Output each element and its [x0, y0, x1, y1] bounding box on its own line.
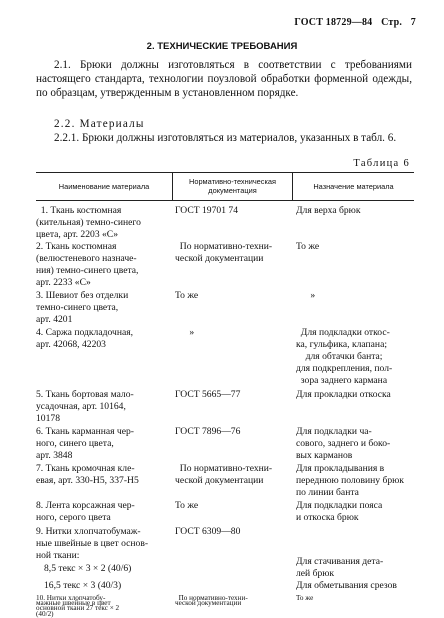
table-cell: 9. Нитки хлопчатобумаж- ные швейные в цвет основ- ной ткани: [36, 526, 149, 561]
paragraph-2-1: 2.1. Брюки должны изготовляться в соответствии с требованиями настоящего стандарта, технологии поузловой обработки форменной одежды, по образцам, утвержденным в установленном порядке. [36, 59, 412, 100]
table-cell: По нормативно-техни- ческой документации [175, 241, 273, 264]
page-header [288, 17, 416, 28]
table-cell: ГОСТ 19701 74 [175, 205, 238, 216]
table-top-rule [36, 172, 414, 173]
table-cell: То же [296, 241, 320, 252]
table-caption: Таблица 6 [353, 158, 410, 169]
section-title: 2. ТЕХНИЧЕСКИЕ ТРЕБОВАНИЯ [146, 41, 298, 52]
paragraph-2-2-1: 2.2.1. Брюки должны изготовляться из материалов, указанных в табл. 6. [54, 132, 397, 144]
paragraph-2-2: 2.2. Материалы [54, 118, 145, 130]
table-cell: То же [296, 594, 314, 602]
table-cell: 4. Саржа подкладочная, арт. 42068, 42203 [36, 327, 134, 350]
table-cell: 8. Лента корсажная чер- ного, серого цвета [36, 500, 135, 523]
table-cell: Для прокладки откоска [296, 389, 391, 400]
table-cell: По нормативно-техни- ческой документации [175, 463, 273, 486]
table-cell: Для подкладки ча- сового, заднего и боко- вых карманов [296, 426, 391, 461]
header-material-name: Наименование материала [58, 182, 150, 191]
table-cell: Для стачивания дета- лей брюк [296, 556, 384, 579]
table-cell: ГОСТ 7896—76 [175, 426, 241, 437]
table-cell: Для прокладывания в переднюю половину брюк по линии банта [296, 463, 404, 498]
table-cell: По нормативно-техни- ческой документации [175, 594, 248, 608]
table-cell: 6. Ткань карманная чер- ного, синего цвета, арт. 3848 [36, 426, 134, 461]
table-cell: 16,5 текс × 3 (40/3) [44, 580, 122, 591]
table-cell: То же [175, 290, 199, 301]
table-header-rule [36, 200, 414, 201]
table-cell: » [296, 290, 316, 301]
standard-number: ГОСТ 18729—84 [294, 17, 373, 28]
table-cell: 7. Ткань кромочная кле- евая, арт. 330-Н5, 337-Н5 [36, 463, 139, 486]
table-cell: 2. Ткань костюмная (велюстеневого назначе- ния) темно-синего цвета, арт. 2233 «С» [36, 241, 139, 288]
table-cell: 5. Ткань бортовая мало- усадочная, арт. 10164, 10178 [36, 389, 134, 424]
table-cell: » [175, 327, 195, 338]
table-cell: 8,5 текс × 3 × 2 (40/6) [44, 563, 132, 574]
header-purpose: Назначение материала [313, 182, 394, 191]
page-number: 7 [410, 17, 416, 28]
table-cell: Для подкладки пояса и откоска брюк [296, 500, 383, 523]
table-cell: Для верха брюк [296, 205, 361, 216]
table-cell: 3. Шевиот без отделки темно-синего цвета, арт. 4201 [36, 290, 129, 325]
table-cell: ГОСТ 5665—77 [175, 389, 241, 400]
table-cell: Для подкладки откос- ка, гульфика, клапана; для обтачки банта; для подкрепления, пол- зора заднего кармана [296, 327, 393, 386]
table-cell: Для обметывания срезов [296, 580, 397, 591]
table-cell: То же [175, 500, 199, 511]
table-cell: 1. Ткань костюмная (кительная) темно-синего цвета, арт. 2203 «С» [36, 205, 141, 240]
page-label: Стр. [381, 17, 403, 28]
table-cell: ГОСТ 6309—80 [175, 526, 241, 537]
header-normative-doc: Нормативно-техническая документация [189, 177, 276, 195]
table-cell: 10. Нитки хлопчатобу- мажные швейные в цвет основной ткани 27 текс × 2 (40/2) [36, 594, 120, 618]
